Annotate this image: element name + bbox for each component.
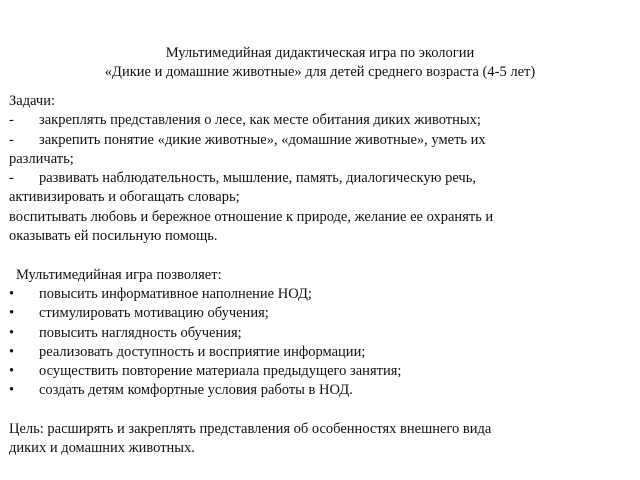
task-continuation: различать; (9, 150, 74, 167)
document-title (0, 44, 640, 82)
bullet-item (9, 304, 629, 323)
bullet-marker: • (9, 305, 15, 322)
bullet-text: повысить информативное наполнение НОД; (39, 285, 312, 302)
bullet-text: повысить наглядность обучения; (39, 324, 242, 341)
title-line-2: «Дикие и домашние животные» для детей среднего возраста (4-5 лет) (104, 64, 536, 80)
dash-marker: - (9, 131, 14, 148)
bullet-marker: • (9, 382, 15, 399)
bullet-item (9, 362, 629, 381)
task-text: воспитывать любовь и бережное отношение к природе, желание ее охранять и (9, 208, 494, 225)
goal-text: диких и домашних животных. (9, 440, 195, 457)
bullet-text: стимулировать мотивацию обучения; (39, 305, 269, 322)
bullet-text: создать детям комфортные условия работы в НОД. (39, 382, 353, 399)
dash-marker: - (9, 170, 14, 187)
bullet-marker: • (9, 285, 15, 302)
spacer (9, 246, 629, 265)
task-text: развивать наблюдательность, мышление, память, диалогическую речь, (39, 170, 476, 187)
bullet-text: осуществить повторение материала предыдущего занятия; (39, 363, 402, 380)
tasks-heading: Задачи: (9, 93, 56, 109)
task-item (9, 111, 629, 130)
task-continuation: активизировать и обогащать словарь; (9, 189, 240, 206)
task-text: закрепить понятие «дикие животные», «домашние животные», уметь их (39, 131, 486, 148)
task-item (9, 131, 629, 150)
task-text: закреплять представления о лесе, как месте обитания диких животных; (39, 112, 481, 129)
document-body (9, 92, 629, 459)
bullet-marker: • (9, 343, 15, 360)
bullet-item (9, 324, 629, 343)
bullet-item (9, 381, 629, 400)
spacer (9, 401, 629, 420)
bullet-item (9, 343, 629, 362)
dash-marker: - (9, 112, 14, 129)
task-text: оказывать ей посильную помощь. (9, 228, 218, 245)
task-item (9, 169, 629, 188)
bullet-marker: • (9, 363, 15, 380)
title-line-1: Мультимедийная дидактическая игра по экологии (165, 45, 475, 61)
goal-text: Цель: расширять и закреплять представления об особенностях внешнего вида (9, 421, 492, 438)
bullet-item (9, 285, 629, 304)
bullet-text: реализовать доступность и восприятие информации; (39, 343, 366, 360)
allows-heading: Мультимедийная игра позволяет: (16, 266, 222, 283)
bullet-marker: • (9, 324, 15, 341)
